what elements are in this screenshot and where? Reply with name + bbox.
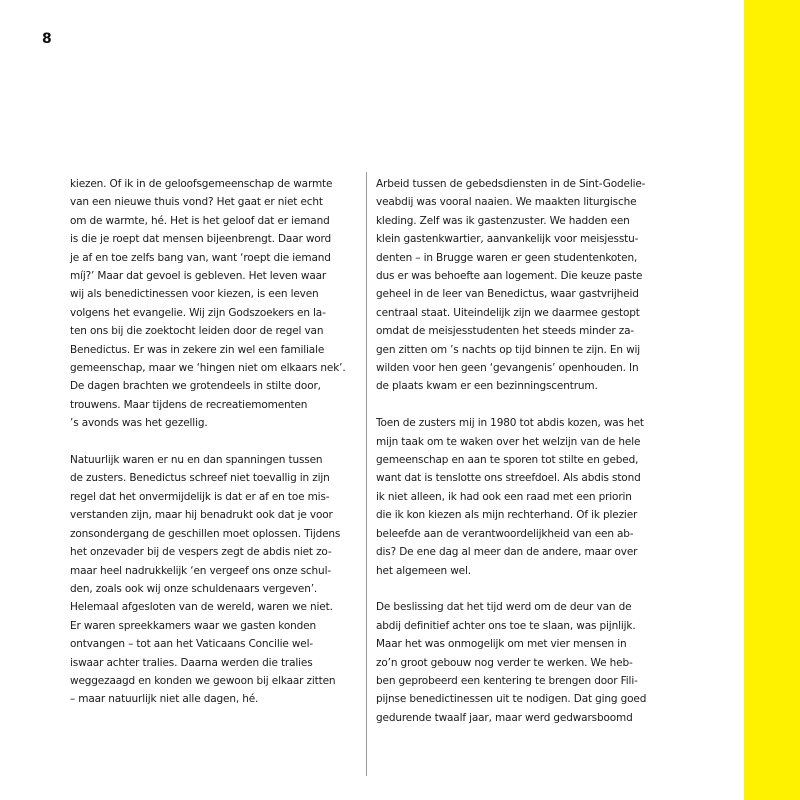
text-line: zonsondergang de geschillen moet oplossen. Tijdens <box>70 527 341 540</box>
text-line: Benedictus. Er was in zekere zin wel een familiale <box>70 343 325 356</box>
text-line: beleefde aan de verantwoordelijkheid van een ab- <box>376 527 634 540</box>
text-line: dis? De ene dag al meer dan de andere, maar over <box>376 546 638 559</box>
text-line: de zusters. Benedictus schreef niet toevallig in zijn <box>70 472 330 485</box>
text-line: ontvangen – tot aan het Vaticaans Concilie wel- <box>70 638 314 651</box>
text-line: míj?’ Maar dat gevoel is gebleven. Het leven waar <box>70 270 327 283</box>
text-line: om de warmte, hé. Het is het geloof dat er iemand <box>70 214 330 227</box>
text-line: volgens het evangelie. Wij zijn Godszoekers en la- <box>70 306 326 319</box>
text-line: de plaats kwam er een bezinningscentrum. <box>376 380 598 393</box>
text-line: Natuurlijk waren er nu en dan spanningen tussen <box>70 454 323 467</box>
text-line: wij als benedictinessen voor kiezen, is een leven <box>70 288 319 301</box>
paragraph <box>70 451 370 709</box>
yellow-accent-bar <box>744 0 800 800</box>
text-line: abdij definitief achter ons toe te slaan, was pijnlijk. <box>376 619 636 632</box>
paragraph <box>70 175 370 433</box>
text-line: geheel in de leer van Benedictus, waar gastvrijheid <box>376 288 639 301</box>
text-line: centraal staat. Uiteindelijk zijn we daarmee gestopt <box>376 306 640 319</box>
column-divider <box>366 172 367 776</box>
page-number: 8 <box>42 31 52 47</box>
paragraph <box>376 414 676 580</box>
text-line: ben geprobeerd een kentering te brengen door Fili- <box>376 674 638 687</box>
text-line: klein gastenkwartier, aanvankelijk voor meisjesstu- <box>376 233 639 246</box>
text-line: zo’n groot gebouw nog verder te werken. We heb- <box>376 656 633 669</box>
text-line: die ik kon kiezen als mijn rechterhand. Of ik plezier <box>376 509 638 522</box>
text-line: veabdij was vooral naaien. We maakten liturgische <box>376 196 637 209</box>
text-line: iswaar achter tralies. Daarna werden die tralies <box>70 656 313 669</box>
text-line: Toen de zusters mij in 1980 tot abdis kozen, was het <box>376 417 644 430</box>
text-line: je af en toe zelfs bang van, want ‘roept die iemand <box>70 251 331 264</box>
text-line: gemeenschap en aan te sporen tot stilte en gebed, <box>376 454 639 467</box>
right-text-column <box>376 175 676 746</box>
paragraph <box>376 598 676 727</box>
text-line: gemeenschap, maar we ‘hingen niet om elkaars nek’. <box>70 362 346 375</box>
text-line: ’s avonds was het gezellig. <box>70 417 208 430</box>
text-line: het algemeen wel. <box>376 564 471 577</box>
text-line: gedurende twaalf jaar, maar werd gedwarsboomd <box>376 711 633 724</box>
text-line: Er waren spreekkamers waar we gasten konden <box>70 619 316 632</box>
text-line: het onzevader bij de vespers zegt de abdis niet zo- <box>70 546 332 559</box>
text-line: De beslissing dat het tijd werd om de deur van de <box>376 601 632 614</box>
left-text-column <box>70 175 370 727</box>
text-line: ten ons bij die zoektocht leiden door de regel van <box>70 325 324 338</box>
text-line: ik niet alleen, ik had ook een raad met een priorin <box>376 490 632 503</box>
text-line: Maar het was onmogelijk om met vier mensen in <box>376 638 627 651</box>
text-line: Arbeid tussen de gebedsdiensten in de Sint-Godelie- <box>376 178 646 190</box>
text-line: dus er was behoefte aan logement. Die keuze paste <box>376 270 643 283</box>
text-line: verstanden zijn, maar hij benadrukt ook dat je voor <box>70 509 333 522</box>
text-line: regel dat het onvermijdelijk is dat er af en toe mis- <box>70 490 330 503</box>
text-line: is die je roept dat mensen bijeenbrengt. Daar word <box>70 233 332 246</box>
text-line: want dat is tenslotte ons streefdoel. Als abdis stond <box>376 472 641 485</box>
text-line: – maar natuurlijk niet alle dagen, hé. <box>70 693 259 706</box>
text-line: pijnse benedictinessen uit te nodigen. Dat ging goed <box>376 693 647 706</box>
text-line: denten – in Brugge waren er geen studentenkoten, <box>376 251 638 264</box>
text-line: van een nieuwe thuis vond? Het gaat er niet echt <box>70 196 323 209</box>
text-line: kiezen. Of ik in de geloofsgemeenschap de warmte <box>70 178 333 190</box>
text-line: omdat de meisjesstudenten het steeds minder za- <box>376 325 634 338</box>
text-line: De dagen brachten we grotendeels in stilte door, <box>70 380 321 393</box>
text-line: den, zoals ook wij onze schuldenaars vergeven’. <box>70 582 318 595</box>
text-line: gen zitten om ’s nachts op tijd binnen te zijn. En wij <box>376 343 641 356</box>
text-line: weggezaagd en konden we gewoon bij elkaar zitten <box>70 674 336 687</box>
text-line: kleding. Zelf was ik gastenzuster. We hadden een <box>376 214 630 227</box>
text-line: Helemaal afgesloten van de wereld, waren we niet. <box>70 601 333 614</box>
text-line: mijn taak om te waken over het welzijn van de hele <box>376 435 641 448</box>
paragraph <box>376 175 676 396</box>
text-line: maar heel nadrukkelijk ‘en vergeef ons onze schul- <box>70 564 331 577</box>
text-line: trouwens. Maar tijdens de recreatiemomenten <box>70 398 308 411</box>
text-line: wilden voor hen geen ‘gevangenis’ openhouden. In <box>376 362 639 375</box>
